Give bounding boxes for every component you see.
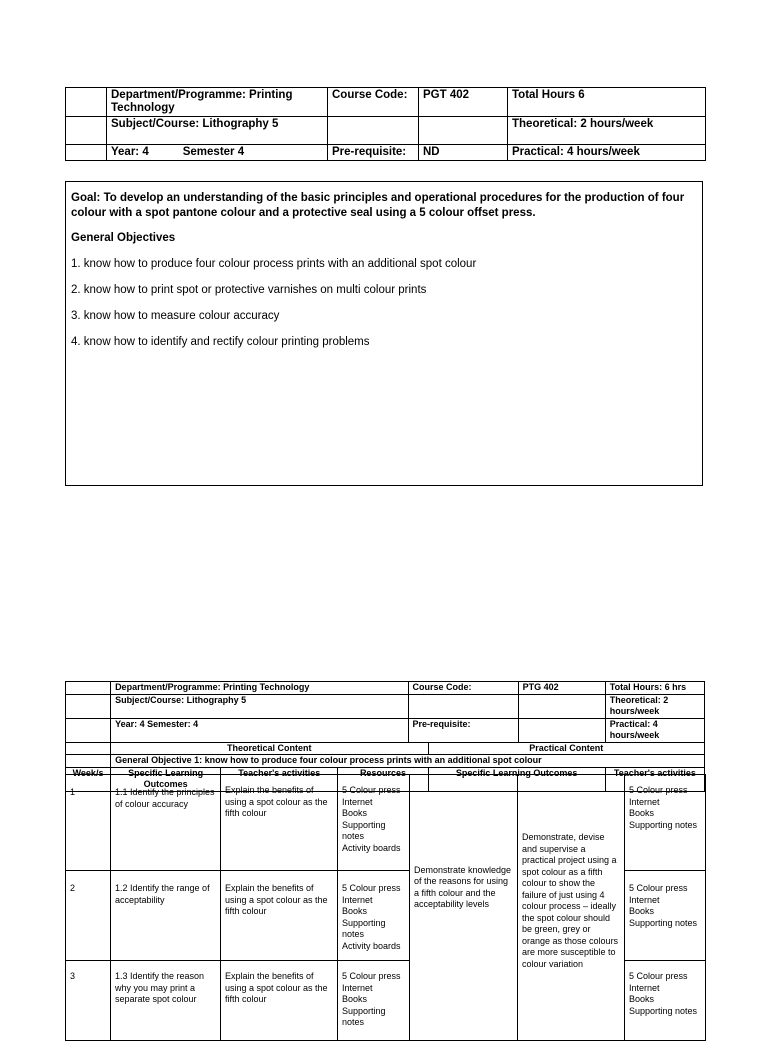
course-code-value: PGT 402 <box>419 88 508 117</box>
week-cell: 3 <box>66 961 111 1041</box>
objective-item: 4. know how to identify and rectify colour printing problems <box>71 336 370 348</box>
column-header-outcomes: Specific Learning Outcomes <box>111 767 221 791</box>
objective-item: 3. know how to measure colour accuracy <box>71 310 280 322</box>
course-detail-body <box>65 774 706 1041</box>
theoretical-content-heading: Theoretical Content <box>111 742 428 755</box>
blank-cell <box>328 117 419 145</box>
resource-item: Books <box>342 994 368 1004</box>
resource-item: 5 Colour press <box>629 785 688 795</box>
resource-item: 5 Colour press <box>342 883 401 893</box>
resources-cell <box>338 961 410 1041</box>
subject-cell: Subject/Course: Lithography 5 <box>107 117 328 145</box>
learning-outcome-cell: 1.2 Identify the range of acceptability <box>111 871 221 961</box>
detail-year-semester: Year: 4 Semester: 4 <box>111 718 408 742</box>
blank-cell <box>66 742 111 755</box>
resource-item: 5 Colour press <box>342 971 401 981</box>
detail-course-code-label: Course Code: <box>408 682 518 695</box>
resource-item: Supporting notes <box>342 1005 386 1027</box>
week-cell: 1 <box>66 775 111 871</box>
learning-outcome-cell: 1.3 Identify the reason why you may print a separate spot colour <box>111 961 221 1041</box>
column-header-week: Week/s <box>66 767 111 791</box>
resource-item: 5 Colour press <box>629 971 688 981</box>
resources-cell <box>338 775 410 871</box>
resource-item: Books <box>629 808 655 818</box>
objective-item: 2. know how to print spot or protective varnishes on multi colour prints <box>71 284 427 296</box>
resource-item: Supporting notes <box>629 917 698 928</box>
resource-item: Activity boards <box>342 842 401 853</box>
practical-resources-cell <box>625 961 706 1041</box>
resource-item: Supporting notes <box>629 819 698 830</box>
course-header-table <box>65 87 706 161</box>
resource-item: 5 Colour press <box>629 883 688 893</box>
teacher-activity-cell: Explain the benefits of using a spot colour as the fifth colour <box>221 775 338 871</box>
blank-cell <box>408 694 518 718</box>
resource-item: Books <box>629 994 655 1004</box>
blank-cell <box>66 682 111 695</box>
course-code-label: Course Code: <box>328 88 419 117</box>
goal-statement: Goal: To develop an understanding of the basic principles and operational procedures for the production of four colour with a spot pantone colour and a protective seal using a 5 colour offset press. <box>71 192 685 219</box>
week-cell: 2 <box>66 871 111 961</box>
department-cell: Department/Programme: Printing Technology <box>107 88 328 117</box>
resource-item: 5 Colour press <box>342 785 401 795</box>
column-header-practical-activities: Teacher's activities <box>605 767 704 791</box>
blank-cell <box>66 694 111 718</box>
year-semester-cell <box>107 145 328 161</box>
practical-hours-cell: Practical: 4 hours/week <box>508 145 706 161</box>
practical-activity-cell: Demonstrate, devise and supervise a practical project using a spot colour as a fifth colour to show the failure of just using 4 colour process – ideally the spot colour should be green, grey or orange as those colours are more susceptible to colour variation <box>518 775 625 1041</box>
teacher-activity-cell: Explain the benefits of using a spot colour as the fifth colour <box>221 871 338 961</box>
detail-course-code-value: PTG 402 <box>518 682 605 695</box>
objective-item: 1. know how to produce four colour process prints with an additional spot colour <box>71 258 477 270</box>
blank-cell <box>66 755 111 768</box>
resource-item: Supporting notes <box>629 1005 698 1016</box>
resource-item: Books <box>629 906 655 916</box>
resource-item: Internet <box>629 982 660 993</box>
resource-item: Internet <box>342 894 373 905</box>
resource-item: Supporting notes <box>342 917 386 939</box>
general-objective-row: General Objective 1: know how to produce four colour process prints with an additional spot colour <box>111 755 705 768</box>
practical-resources-cell <box>625 775 706 871</box>
blank-cell <box>66 145 107 161</box>
resource-item: Activity boards <box>342 940 401 951</box>
column-header-practical-outcomes: Specific Learning Outcomes <box>428 767 605 791</box>
practical-outcome-cell: Demonstrate knowledge of the reasons for using a fifth colour and the acceptability levels <box>410 775 518 1041</box>
resource-item: Internet <box>342 982 373 993</box>
theoretical-hours-cell: Theoretical: 2 hours/week <box>508 117 706 145</box>
resource-item: Books <box>342 906 368 916</box>
resources-cell <box>338 871 410 961</box>
year-text: Year: 4 <box>111 146 149 158</box>
teacher-activity-cell: Explain the benefits of using a spot colour as the fifth colour <box>221 961 338 1041</box>
objectives-heading: General Objectives <box>71 232 176 244</box>
column-header-resources: Resources <box>338 767 428 791</box>
blank-cell <box>419 117 508 145</box>
blank-cell <box>66 88 107 117</box>
blank-cell <box>66 117 107 145</box>
detail-total-hours: Total Hours: 6 hrs <box>605 682 704 695</box>
detail-theoretical-hours: Theoretical: 2 hours/week <box>605 694 704 718</box>
goal-objectives-box <box>65 181 703 486</box>
resource-item: Internet <box>342 796 373 807</box>
resource-item: Supporting notes <box>342 819 386 841</box>
resource-item: Internet <box>629 796 660 807</box>
semester-text: Semester 4 <box>182 146 245 158</box>
practical-resources-cell <box>625 871 706 961</box>
detail-department-cell: Department/Programme: Printing Technology <box>111 682 408 695</box>
total-hours-cell: Total Hours 6 <box>508 88 706 117</box>
blank-cell <box>66 718 111 742</box>
detail-practical-hours: Practical: 4 hours/week <box>605 718 704 742</box>
blank-cell <box>518 694 605 718</box>
blank-cell <box>518 718 605 742</box>
detail-prerequisite-label: Pre-requisite: <box>408 718 518 742</box>
resource-item: Books <box>342 808 368 818</box>
prerequisite-value: ND <box>419 145 508 161</box>
learning-outcome-cell: 1.1 Identify the principles of colour accuracy <box>111 775 221 871</box>
practical-content-heading: Practical Content <box>428 742 704 755</box>
column-header-activities: Teacher's activities <box>221 767 338 791</box>
prerequisite-label: Pre-requisite: <box>328 145 419 161</box>
detail-subject-cell: Subject/Course: Lithography 5 <box>111 694 408 718</box>
resource-item: Internet <box>629 894 660 905</box>
